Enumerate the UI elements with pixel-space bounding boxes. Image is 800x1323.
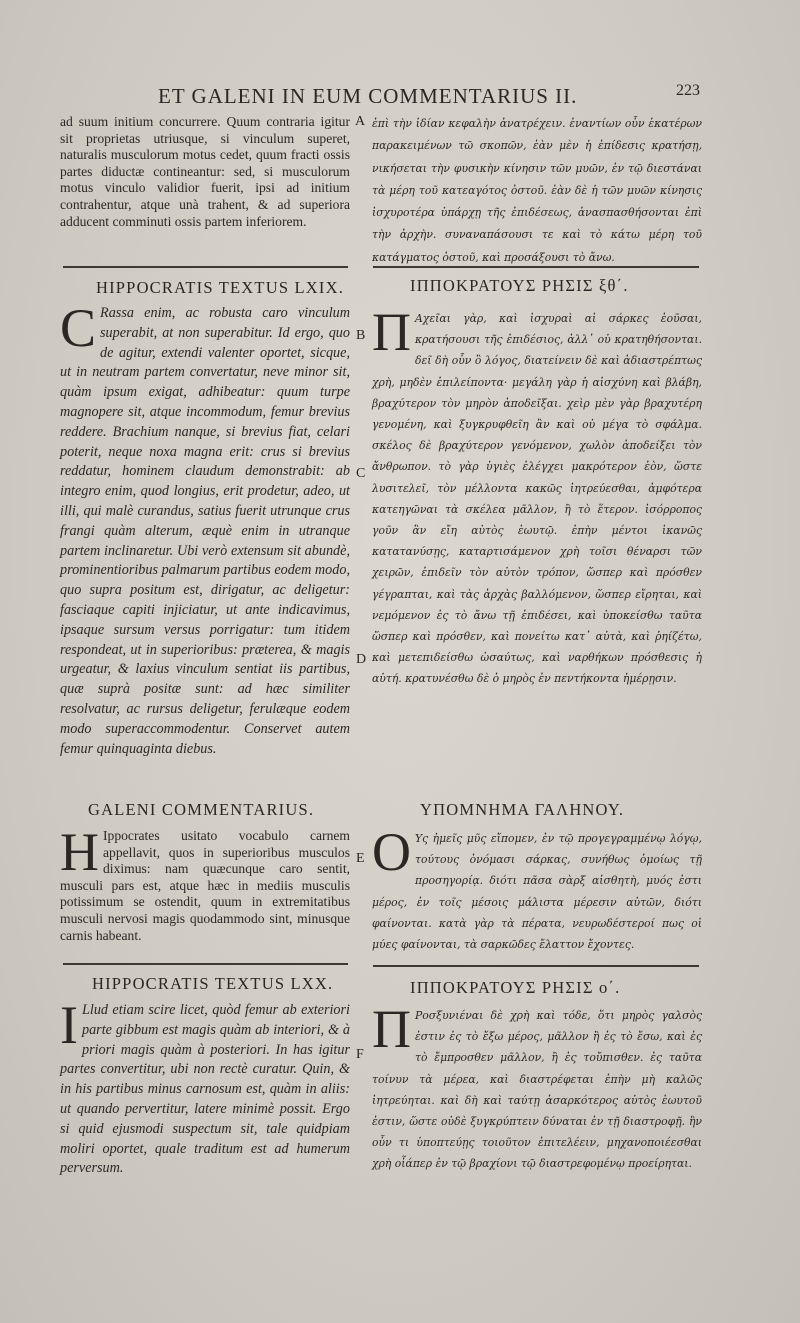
margin-letter-c: C — [356, 466, 366, 481]
page-number: 223 — [676, 82, 700, 99]
sec1-latin-block — [60, 298, 350, 759]
sec2-greek-block — [372, 822, 702, 955]
rule-1-right — [373, 266, 699, 268]
running-head: ET GALENI IN EUM COMMENTARIUS II. — [158, 84, 578, 108]
sec3-latin-dropcap: I — [60, 995, 78, 1055]
sec3-greek-block — [372, 999, 702, 1175]
top-latin-text: ad suum initium concurrere. Quum contraria igitur sit proprietas utriusque, si vinculum superet, naturalis musculorum motus cedet, quum fracti ossis partes diductæ contineantur: sed, si musculorum motus vinculo validior fuerit, ipsi ad initium contrahentur, atque unà trahent, & ad superiora adducent comminuti ossis partem inferiorem. — [60, 114, 350, 229]
margin-letter-a: A — [355, 114, 366, 129]
top-latin-block — [60, 114, 350, 230]
sec2-greek-dropcap: O — [372, 822, 411, 882]
margin-letter-b: B — [356, 328, 366, 343]
sec1-greek-block — [372, 302, 702, 690]
top-greek-text: ἐπὶ τὴν ἰδίαν κεφαλὴν ἀνατρέχειν. ἐναντίων οὖν ἑκατέρων παρακειμένων τῶ σκοπῶν, ἐὰν μὲν ἡ ἐπίδεσις κρατήσῃ, νικήσεται τὴν φυσικὴν κίνησιν τῶν μυῶν, ἐν τῷ διεστάναι τὰ μέρη τοῦ κατεαγότος ὀστοῦ. ἐὰν δὲ ἡ τῶν μυῶν κίνησις ἰσχυροτέρα ὑπάρχῃ τῆς ἐπιδέσεως, ἀνασπασθήσονται ἐπὶ τὴν ἀρχὴν. συναναπάσουσι τε καὶ τὸ κάτω μέρη τοῦ κατάγματος ὀστοῦ, καὶ προσάξουσι τὸ ἄνω. — [372, 117, 702, 264]
sec2-latin-dropcap: H — [60, 822, 99, 882]
sec1-greek-dropcap: Π — [372, 302, 411, 362]
rule-1-left — [63, 266, 348, 268]
sec1-greek-text: Αχεῖαι γὰρ, καὶ ἰσχυραὶ αἱ σάρκες ἐοῦσαι, κρατήσουσι τῆς ἐπιδέσιος, ἀλλ᾽ οὐ κρατηθήσονται. δεῖ δὴ οὖν ὃ λόγος, διατείνειν δὲ καὶ ἀδιαστρέπτως χρὴ, μηδὲν ἐπιλείποντα· μεγάλη γὰρ ἡ αἰσχύνη καὶ βλάβη, βραχύτερον τὸν μηρὸν ἀποδεῖξαι. χεὶρ μὲν γὰρ βραχυτέρη γενομένη, καὶ ξυγκρυφθεῖη ἂν καὶ οὐ μέγα τὸ σφάλμα. σκέλος δὲ βραχύτερον γενόμενον, χωλὸν ἀποδείξει τὸν ἄνθρωπον. τὸ γὰρ ὑγιὲς ἐλέγχει μακρότερον ἐὸν, ὥστε λυσιτελεῖ, τὸν μέλλοντα κακῶς ἰητρεύεσθαι, ἀμφότερα κατεηγῶναι τὰ σκέλεα μᾶλλον, ἢ τὸ ἕτερον. ἰσόρροπος γοῦν ἂν εἴη αὐτὸς ἑωυτῷ. ἐπὴν μέντοι ἱκανῶς κατατανύσῃς, καταρτισάμενον χρὴ τοῖσι θέναρσι τῶν χειρῶν, ἐπιδεῖν τὸν αὐτὸν τρόπον, ὥσπερ καὶ πρόσθεν γέγραπται, καὶ τὰς ἀρχὰς βαλλόμενον, ὥσπερ εἴρηται, καὶ νεμόμενον ἐς τὸ ἄνω τῇ ἐπιδέσει, καὶ ὑποκείσθω ταῦτα ὥσπερ καὶ πρόσθεν, καὶ πονείτω κατ᾽ αὐτὰ, καὶ ῥηίζέτω, καὶ μετεπιδείσθω ὡσαύτως, καὶ ναρθήκων πρόσθεσις ἡ αὐτή. κρατυνέσθω δὲ ὁ μηρὸς ἐν πεντήκοντα ἡμέρῃσιν. — [372, 312, 702, 686]
sec2-greek-text: Υς ἡμεῖς μῦς εἴπομεν, ἐν τῷ προγεγραμμένῳ λόγῳ, τούτους ὀνόμασι σάρκας, συνήθως ὁμοίως τῇ προσηγορίᾳ. διότι πᾶσα σὰρξ αἰσθητὴ, μυός ἐστι μέρος, ἐν τοῖς μέσοις μάλιστα μέρεσιν αὐτῶν, διότι φαίνονται. κατὰ γὰρ τὰ πέρατα, νευρωδέστεροί πως οἱ μύες φαίνονται, τὰ σαρκῶδες ἔλαττον ἔχοντες. — [372, 832, 702, 952]
sec1-greek-heading: ΙΠΠΟΚΡΑΤΟΥΣ ΡΗΣΙΣ ξθ΄. — [410, 276, 629, 295]
margin-letter-d: D — [356, 652, 367, 667]
rule-2-right — [373, 965, 699, 967]
sec3-latin-block — [60, 995, 350, 1179]
margin-letter-e: E — [356, 851, 365, 866]
margin-letter-f: F — [356, 1047, 364, 1062]
sec1-latin-dropcap: C — [60, 298, 97, 358]
sec3-latin-heading: HIPPOCRATIS TEXTUS LXX. — [92, 974, 334, 993]
rule-2-left — [63, 963, 348, 965]
sec1-latin-text: Rassa enim, ac robusta caro vinculum superabit, at non superabitur. Id ergo, quo de agitur, extendi valenter oportet, sicque, ut in neutram partem convertatur, neve minor sit, quàm ipsum exigat, adhibeatur: quum turpe magnopere sit, atque incommodum, femur brevius reddere. Brachium nanque, si brevius fiat, celari poterit, neque noxa magna erit: crus si brevius reddatur, hominem claudum demonstrabit: ab integro enim, quod longius, erit prodetur, adeo, ut illi, qui malè curandus, satius fuerit utrunque crus frangi quàm alterum, æquè enim in utranque partem inclinaretur. Ubi verò extensum sit abundè, prominentioribus palmarum partibus eodem modo, quo supra positum est, dirigatur, ac deligetur: fasciaque capiti injiciatur, ut ante indicavimus, ipsaque sursum versus porrigatur: tum itidem respondeat, ut in superioribus: præterea, & magis urgeatur, & laxius vinculum sentiat iis partibus, quæ suprà positæ sunt: ad hæc similiter resolvatur, ac rursus deligetur, ferulæque eodem modo superaccommodentur. Conservet autem femur quinquaginta diebus. — [60, 305, 350, 757]
sec2-latin-heading: GALENI COMMENTARIUS. — [88, 800, 315, 819]
sec1-latin-heading: HIPPOCRATIS TEXTUS LXIX. — [96, 278, 345, 297]
sec2-greek-heading: ΥΠΟΜΝΗΜΑ ΓΑΛΗΝΟΥ. — [420, 800, 625, 819]
top-greek-block — [372, 113, 702, 269]
sec2-latin-text: Ippocrates usitato vocabulo carnem appellavit, quos in superioribus musculos diximus: nam quæcunque caro sentit, musculi pars est, atque hæc in mediis musculis potissimum se ostendit, quum in extremitatibus musculi nervosi magis quodammodo sint, minusque carnis habeant. — [60, 828, 350, 943]
sec3-greek-heading: ΙΠΠΟΚΡΑΤΟΥΣ ΡΗΣΙΣ ο΄. — [410, 978, 621, 997]
sec2-latin-block — [60, 822, 350, 944]
sec3-latin-text: Llud etiam scire licet, quòd femur ab exteriori parte gibbum est magis quàm ab interiori, & à priori magis quàm à posteriori. In has igitur partes convertitur, ubi non rectè curatur. Quin, & in his partibus minus carnosum est, quàm in aliis: ut quando pervertitur, latere minimè possit. Ergo si quid ejusmodi suspectum sit, tale quidpiam moliri oportet, quale traditum est ad humerum perversum. — [60, 1002, 350, 1177]
sec3-greek-text: Ροσξυνιέναι δὲ χρὴ καὶ τόδε, ὅτι μηρὸς γαλσὸς ἐστιν ἐς τὸ ἔξω μέρος, μᾶλλον ἢ ἐς τὸ ἔσω, καὶ ἐς τὸ ἔμπροσθεν μᾶλλον, ἢ ἐς τοὔπισθεν. ἐς ταῦτα τοίνυν τὰ μέρεα, καὶ διαστρέφεται ἐπὴν μὴ καλῶς ἰητρεύηται. καὶ δὴ καὶ ταύτῃ ἀσαρκότερος αὐτὸς ἑωυτοῦ ἐστιν, ὥστε οὐδὲ ξυγκρύπτειν δύναται ἐν τῇ διαστροφῇ. ἢν οὖν τι ὑποπτεύῃς τοιοῦτον ἐπιτελέειν, μηχανοποιέεσθαι χρὴ οἷάπερ ἐν τῷ βραχίονι τῷ διαστρεφομένῳ προείρηται. — [372, 1009, 702, 1171]
sec3-greek-dropcap: Π — [372, 999, 411, 1059]
